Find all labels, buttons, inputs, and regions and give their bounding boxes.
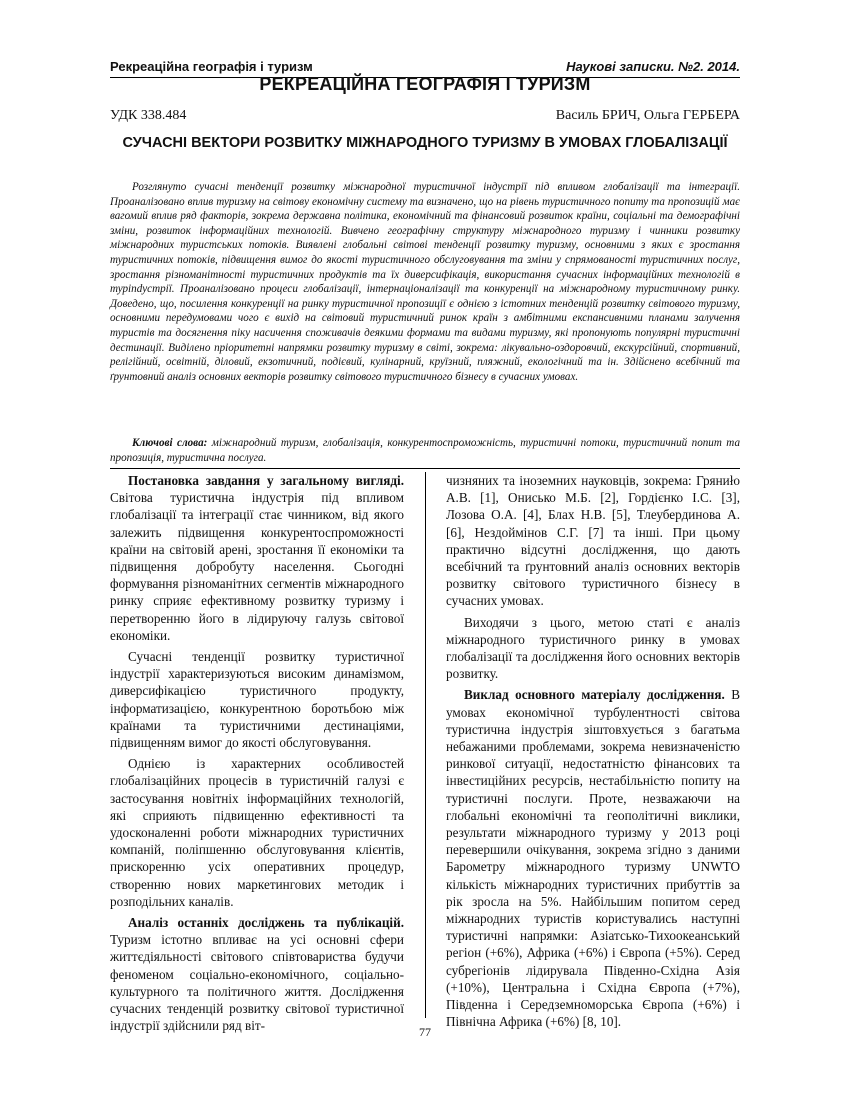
keywords-text: міжнародний туризм, глобалізація, конкурентоспроможність, туристичні потоки, туристичний попит та пропозиція, туристична послуга.: [110, 437, 740, 464]
page-number: 77: [419, 1025, 431, 1039]
journal-section-name: Рекреаційна географія і туризм: [110, 59, 313, 74]
keywords: [110, 436, 740, 465]
authors: Василь БРИЧ, Ольга ГЕРБЕРА: [555, 108, 740, 123]
paragraph: Однією із характерних особливостей глобалізаційних процесів в туристичній галузі є застосування новітніх інформаційних технологій, які сприяють підвищенню ефективності та удосконаленні роботи міжнародних туристичних компаній, поліпшенню обслуговування клієнтів, прискоренню усіх оперативних процедур, створенню нових маркетингових методик і розподільних каналів.: [110, 756, 404, 909]
section-title: РЕКРЕАЦІЙНА ГЕОГРАФІЯ І ТУРИЗМ: [259, 74, 591, 94]
heading-literature-review: Аналіз останніх досліджень та публікацій.: [128, 915, 404, 931]
column-divider: [425, 472, 426, 1018]
paragraph: [110, 914, 404, 1034]
paragraph: чизняних та іноземних науковців, зокрема: Гряниło А.В. [1], Онисько М.Б. [2], Гордієнко І.С. [3], Лозова О.А. [4], Блах Н.В. [5], Тлеубердинова А. [6], Нездоймінов С.Г. [7] та інші. При цьому практично відсутні дослідження, що дають всебічний та ґрунтовний аналіз основних векторів розвитку світового туристичного бізнесу в сучасних умовах.: [446, 473, 740, 609]
abstract: Розглянуто сучасні тенденції розвитку міжнародної туристичної індустрії під впливом глобалізації та інтеграції. Проаналізовано вплив туризму на світову економічну систему та визначено, що на рівень туристичного попиту та пропозицій має вагомий вплив ряд факторів, зокрема державна політика, економічний та фінансовий розвиток країни, соціальні та демографічні зміни, розвиток інформаційних технологій. Вивчено географічну структуру міжнародного туризму і чинники розвитку міжнародних туристських потоків. Виявлені глобальні світові тенденції розвитку туризму, основними з яких є зростання туристичних потоків, підвищення вимог до якості туристичного обслуговування та зміни у спрямованості туристичних послуг, зростання різноманітності туристичних продуктів та їх диверсифікація, використання сучасних інформаційних технологій в турindустрії. Проаналізовано процеси глобалізації, інтернаціоналізації та конкуренції на міжнародному туристичному ринку. Доведено, що, посилення конкуренції на ринку туристичної пропозиції є однією з істотних тенденцій розвитку світового туризму, основними передумовами чого є вихід на світовий туристичний ринок країн з амбітними експансивними планами залучення туристів та досягнення піку насичення споживачів деякими формами та видами туризму, які пропонують популярні туристичні дестинації. Виділено пріоритетні напрямки розвитку туризму в світі, зокрема: лікувально-оздоровчий, екскурсійний, спортивний, релігійний, освітній, діловий, екзотичний, подієвий, кулінарний, круїзний, пляжний, екологічний та ін. Здійснено всебічний та ґрунтовний аналіз основних векторів розвитку світового туристичного бізнесу в сучасних умовах.: [110, 181, 740, 383]
article-title: СУЧАСНІ ВЕКТОРИ РОЗВИТКУ МІЖНАРОДНОГО ТУРИЗМУ В УМОВАХ ГЛОБАЛІЗАЦІЇ: [122, 135, 728, 151]
right-column: [446, 472, 740, 1035]
paragraph: [446, 686, 740, 1030]
heading-main-material: Виклад основного матеріалу дослідження.: [464, 687, 725, 703]
heading-problem-statement: Постановка завдання у загальному вигляді.: [128, 473, 404, 488]
paragraph-text: В умовах економічної турбулентності світова туристична індустрія зіштовхується з багатьма небажаними проблемами, зокрема невизначеністю ринкової ситуації, недостатністю фінансових та інвестиційних ресурсів, нестабільністю попиту на туристичні послуги. Проте, незважаючи на глобальні економічні та геополітичні виклики, результати міжнародного туризму у 2013 році перевершили очікування, зокрема згідно з даними Барометру міжнародного туризму UNWTO кількість міжнародних туристичних прибуттів за рік зросла на 5%. Найбільшим попитом серед міжнародних туристів користувались наступні туристичні напрямки: Азіатсько-Тихоокеанський регіон (+6%), Африка (+6%) і Європа (+5%). Серед субрегіонів лідирувала Південно-Східна Азія (+10%), Центральна і Східна Європа (+7%), Південна і Середземноморська Європа (+6%) і Північна Африка (+6%) [8, 10].: [446, 687, 741, 1030]
paragraph: Сучасні тенденції розвитку туристичної індустрії характеризуються високим динамізмом, диверсифікацією туристичного продукту, інформатизацією, конкурентною боротьбою між країнами та туристичними дестинаціями, підвищенням вимог до якості обслуговування.: [110, 649, 404, 751]
paragraph-text: Туризм істотно впливає на усі основні сфери життєдіяльності світового співтовариства будучи феноменом соціально-економічного, соціально-культурного та політичного життя. Дослідження сучасних тенденцій розвитку світової туристичної індустрії здійснили ряд віт-: [110, 932, 404, 1034]
abstract-separator: [110, 468, 740, 469]
paragraph: Виходячи з цього, метою статі є аналіз міжнародного туристичного ринку в умовах глобалізації та дослідження його основних векторів розвитку.: [446, 614, 740, 682]
paragraph: [110, 472, 404, 644]
left-column: [110, 472, 404, 1039]
paragraph-text: Світова туристична індустрія під впливом глобалізації та інтеграції стає чинником, від якого залежить підвищення конкурентоспроможності країни на світовій арені, зростання її економіки та підвищення добробуту населення. Сьогодні формування різноманітних сегментів міжнародного ринку сприяє ефективному розвитку туризму і перетворенню його в лідируючу галузь світової економіки.: [110, 490, 404, 643]
udk-code: УДК 338.484: [110, 108, 187, 123]
keywords-label: Ключові слова:: [132, 437, 208, 449]
journal-issue: Наукові записки. №2. 2014.: [566, 59, 740, 74]
